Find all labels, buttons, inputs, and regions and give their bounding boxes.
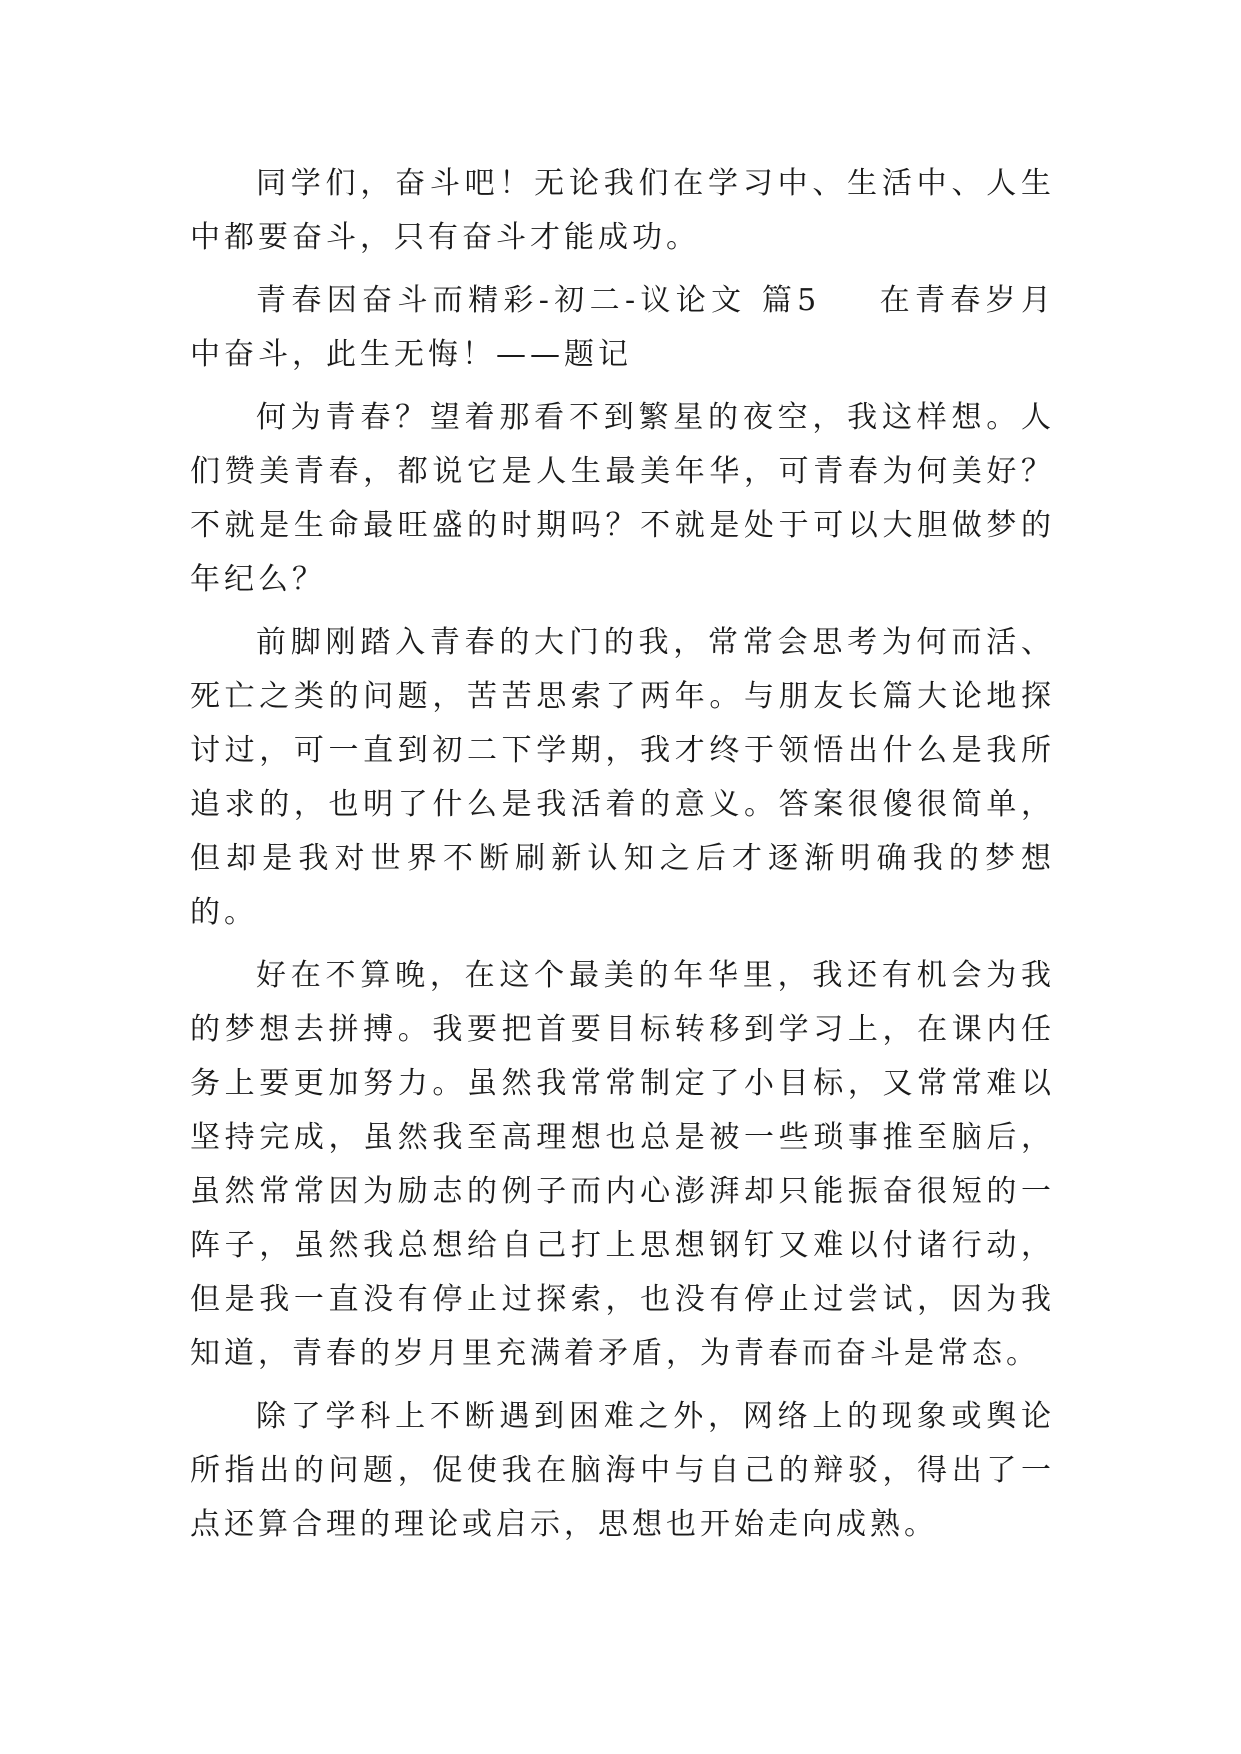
section-epigraph: 在青春岁月中奋斗，此生无悔！——题记 bbox=[190, 283, 1055, 372]
section-heading bbox=[190, 274, 1055, 382]
paragraph-closing: 同学们，奋斗吧！无论我们在学习中、生活中、人生中都要奋斗，只有奋斗才能成功。 bbox=[190, 166, 1055, 255]
paragraph-4: 除了学科上不断遇到困难之外，网络上的现象或舆论所指出的问题，促使我在脑海中与自己的辩驳，得出了一点还算合理的理论或启示，思想也开始走向成熟。 bbox=[190, 1399, 1055, 1542]
section-number: 篇5 bbox=[760, 283, 821, 318]
paragraph-2: 前脚刚踏入青春的大门的我，常常会思考为何而活、死亡之类的问题，苦苦思索了两年。与朋友长篇大论地探讨过，可一直到初二下学期，我才终于领悟出什么是我所追求的，也明了什么是我活着的意义。答案很傻很简单，但却是我对世界不断刷新认知之后才逐渐明确我的梦想的。 bbox=[190, 625, 1055, 930]
document-body bbox=[190, 157, 1055, 1561]
paragraph-1: 何为青春？望着那看不到繁星的夜空，我这样想。人们赞美青春，都说它是人生最美年华，可青春为何美好？不就是生命最旺盛的时期吗？不就是处于可以大胆做梦的年纪么？ bbox=[190, 400, 1055, 597]
paragraph-3: 好在不算晚，在这个最美的年华里，我还有机会为我的梦想去拼搏。我要把首要目标转移到学习上，在课内任务上要更加努力。虽然我常常制定了小目标，又常常难以坚持完成，虽然我至高理想也总是被一些琐事推至脑后，虽然常常因为励志的例子而内心澎湃却只能振奋很短的一阵子，虽然我总想给自己打上思想钢钉又难以付诸行动，但是我一直没有停止过探索，也没有停止过尝试，因为我知道，青春的岁月里充满着矛盾，为青春而奋斗是常态。 bbox=[190, 958, 1055, 1371]
section-title: 青春因奋斗而精彩-初二-议论文 bbox=[256, 283, 747, 318]
